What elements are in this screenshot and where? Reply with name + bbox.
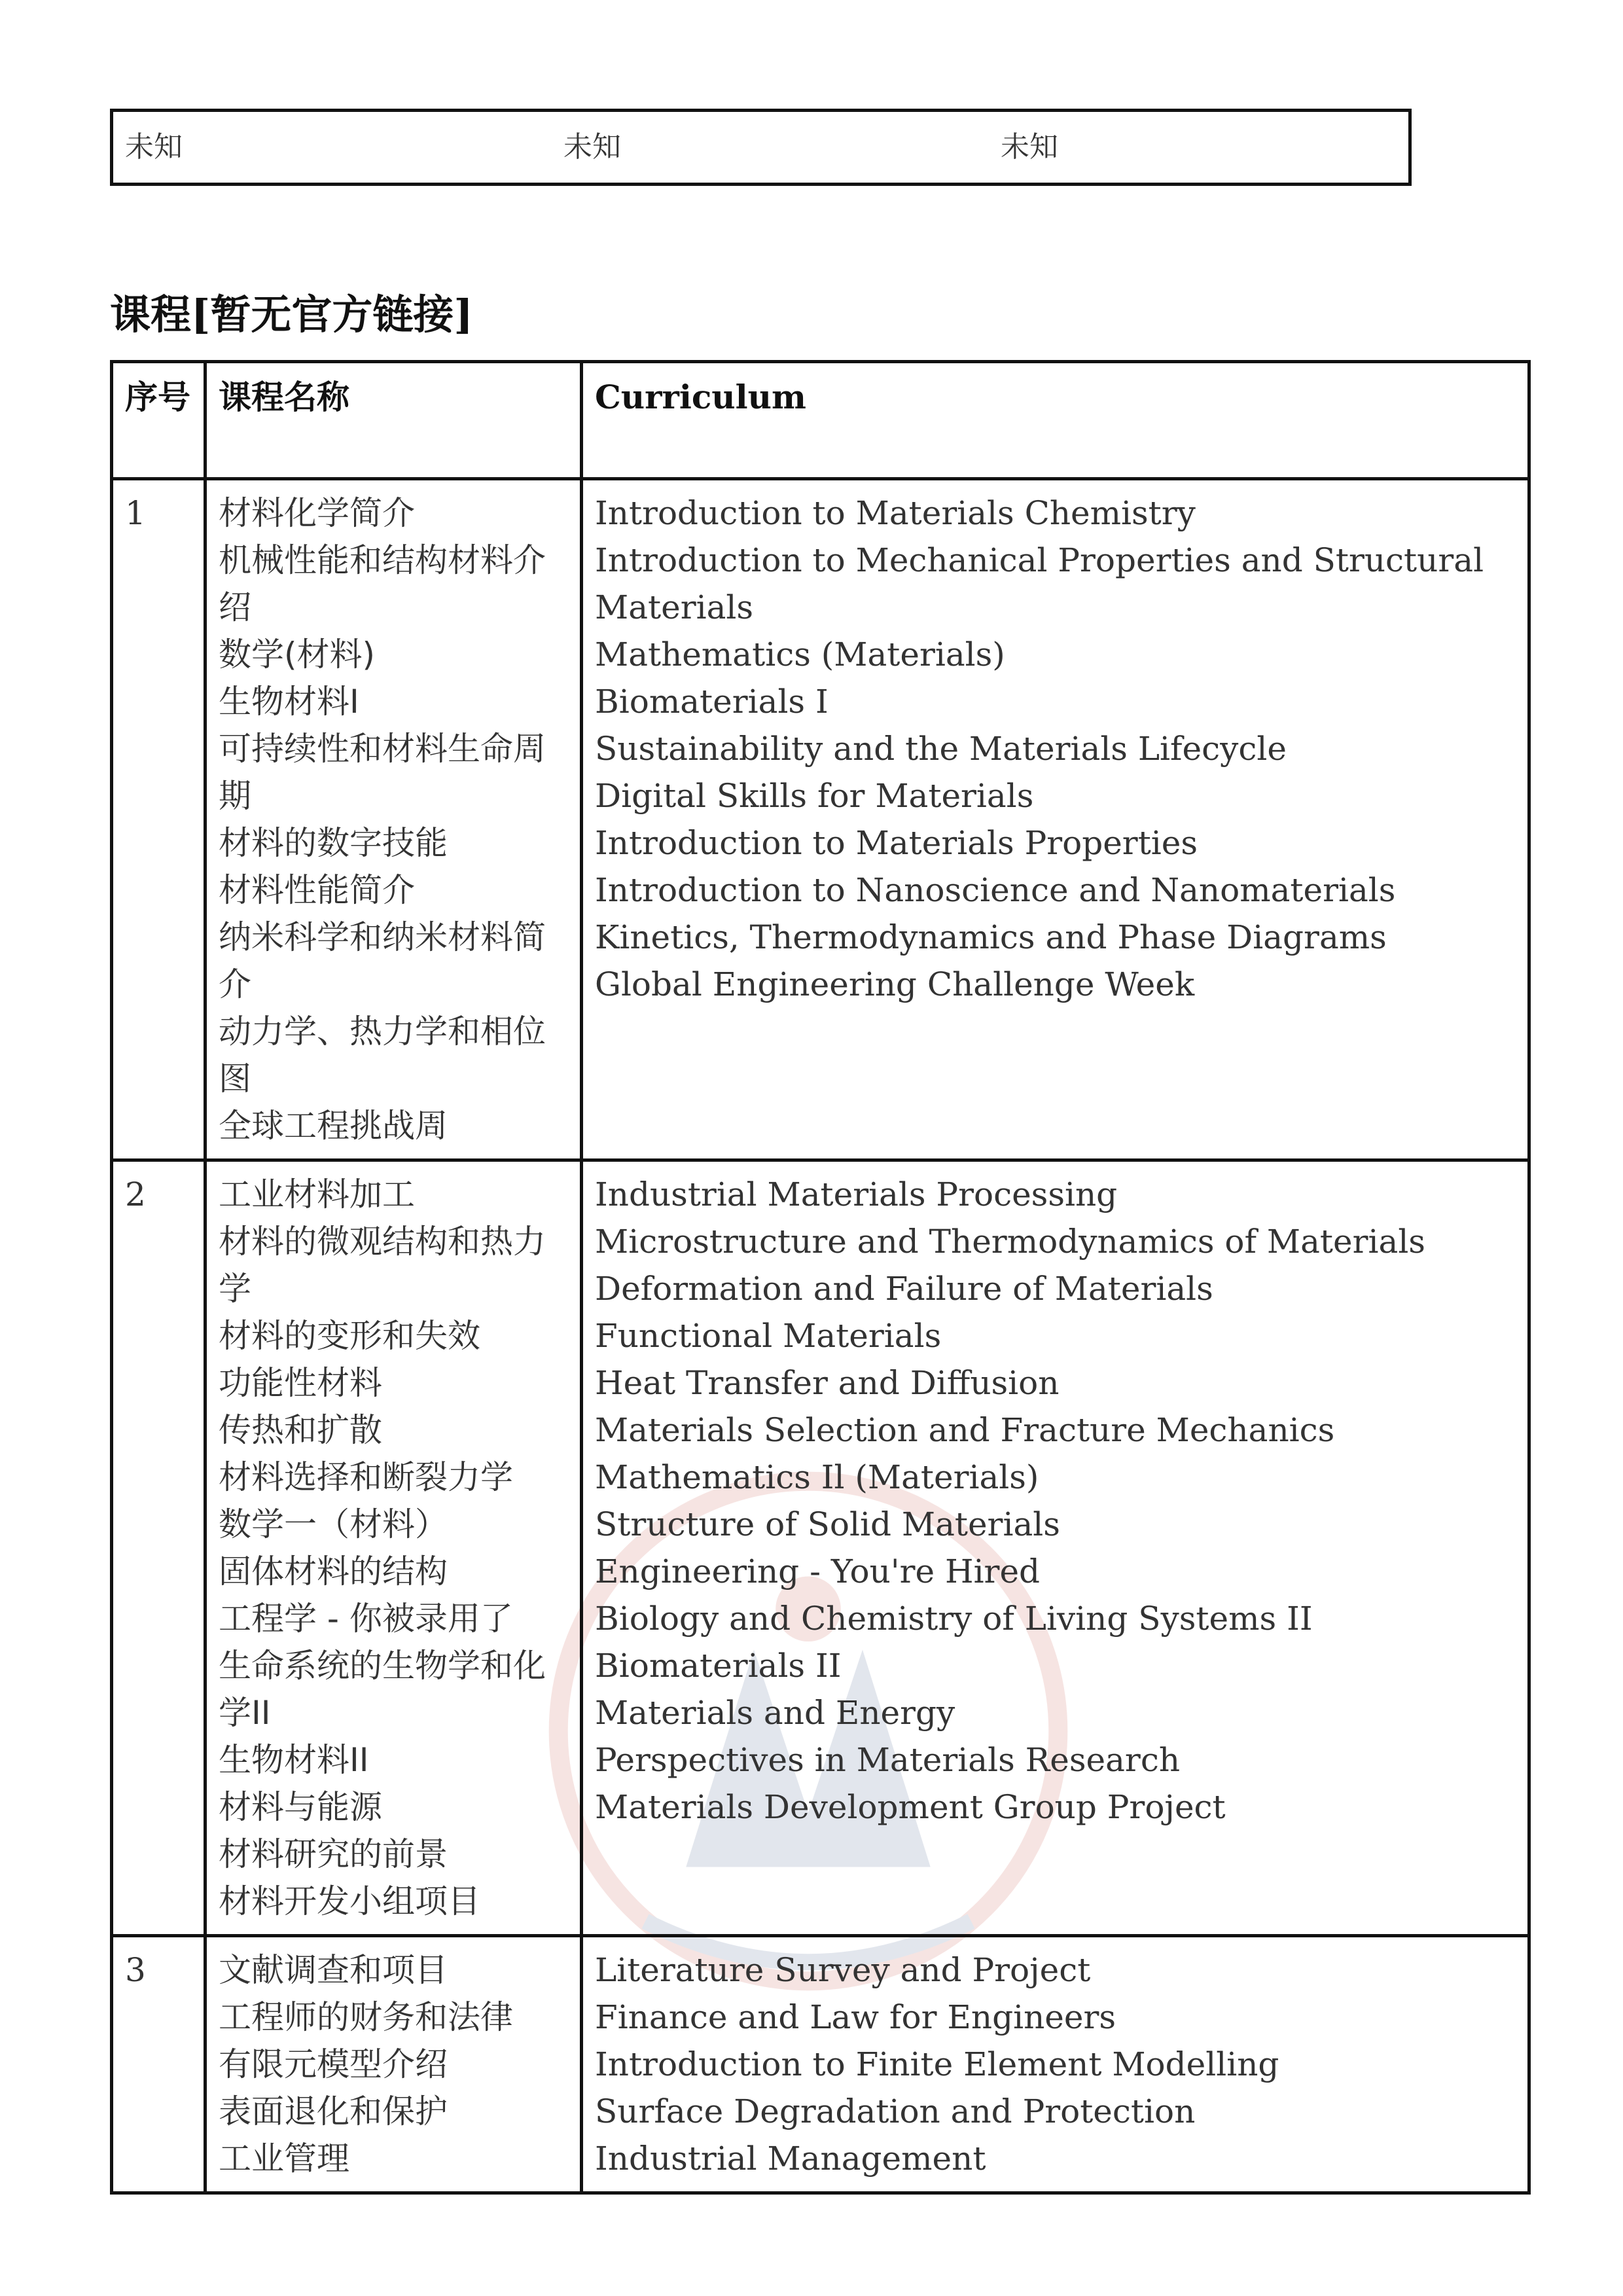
course-name-en: Biomaterials II [595, 1647, 842, 1685]
header-name-en: Curriculum [582, 362, 1529, 479]
course-name-en: Biology and Chemistry of Living Systems II [595, 1600, 1313, 1638]
course-name-zh: 文献调查和项目 [219, 1951, 448, 1989]
course-name-en: Global Engineering Challenge Week [595, 965, 1195, 1003]
course-name-en: Structure of Solid Materials [595, 1505, 1060, 1543]
course-name-zh: 机械性能和结构材料介绍 [219, 541, 546, 626]
course-name-zh: 工业管理 [219, 2140, 349, 2178]
course-name-zh: 材料化学简介 [219, 494, 415, 532]
table-row [112, 1936, 1529, 2193]
course-name-en: Materials Selection and Fracture Mechanics [595, 1411, 1335, 1449]
course-name-en: Introduction to Finite Element Modelling [595, 2045, 1279, 2083]
course-name-zh: 传热和扩散 [219, 1411, 382, 1449]
course-name-zh: 表面退化和保护 [219, 2092, 448, 2130]
course-name-zh: 可持续性和材料生命周期 [219, 730, 546, 815]
course-name-en: Materials and Energy [595, 1694, 955, 1732]
row-number: 2 [112, 1160, 205, 1936]
course-name-zh: 工程学 - 你被录用了 [219, 1600, 513, 1638]
course-names-en [582, 1160, 1529, 1936]
course-name-en: Industrial Materials Processing [595, 1175, 1118, 1213]
course-name-zh: 纳米科学和纳米材料简介 [219, 918, 546, 1003]
course-name-zh: 材料的数字技能 [219, 824, 448, 862]
table-header-row [112, 362, 1529, 479]
top-info-table [110, 109, 1412, 186]
course-name-en: Introduction to Materials Properties [595, 824, 1198, 862]
course-names-zh [205, 1160, 582, 1936]
top-cell-1: 未知 [125, 130, 183, 164]
course-name-zh: 生命系统的生物学和化学II [219, 1647, 546, 1732]
course-name-zh: 材料的微观结构和热力学 [219, 1223, 546, 1308]
course-name-zh: 固体材料的结构 [219, 1552, 448, 1590]
course-name-en: Mathematics Il (Materials) [595, 1458, 1039, 1496]
course-name-en: Deformation and Failure of Materials [595, 1270, 1213, 1308]
course-name-en: Functional Materials [595, 1317, 942, 1355]
course-name-zh: 材料研究的前景 [219, 1835, 448, 1873]
header-no: 序号 [112, 362, 205, 479]
course-name-en: Introduction to Mechanical Properties and Structural Materials [595, 541, 1484, 626]
section-heading: 课程[暂无官方链接] [110, 291, 473, 338]
row-number: 3 [112, 1936, 205, 2193]
course-names-en [582, 1936, 1529, 2193]
course-table [110, 360, 1531, 2195]
course-names-zh [205, 479, 582, 1160]
course-names-zh [205, 1936, 582, 2193]
course-name-en: Finance and Law for Engineers [595, 1998, 1116, 2036]
course-name-zh: 材料选择和断裂力学 [219, 1458, 513, 1496]
course-name-zh: 功能性材料 [219, 1364, 382, 1402]
course-name-zh: 动力学、热力学和相位图 [219, 1013, 546, 1098]
course-name-en: Sustainability and the Materials Lifecycle [595, 730, 1287, 768]
course-name-zh: 材料开发小组项目 [219, 1882, 480, 1920]
course-name-en: Microstructure and Thermodynamics of Materials [595, 1223, 1425, 1261]
course-name-zh: 材料的变形和失效 [219, 1317, 480, 1355]
course-name-en: Introduction to Nanoscience and Nanomaterials [595, 871, 1396, 909]
course-name-en: Surface Degradation and Protection [595, 2092, 1196, 2130]
course-name-zh: 工程师的财务和法律 [219, 1998, 513, 2036]
course-name-zh: 材料与能源 [219, 1788, 382, 1826]
course-name-zh: 生物材料II [219, 1741, 369, 1779]
top-cell-3: 未知 [1001, 130, 1058, 164]
course-name-en: Kinetics, Thermodynamics and Phase Diagrams [595, 918, 1387, 956]
course-name-zh: 有限元模型介绍 [219, 2045, 448, 2083]
course-name-zh: 全球工程挑战周 [219, 1107, 448, 1145]
course-name-en: Digital Skills for Materials [595, 777, 1034, 815]
course-name-en: Engineering - You're Hired [595, 1552, 1041, 1590]
table-row [112, 479, 1529, 1160]
course-name-en: Industrial Management [595, 2140, 986, 2178]
course-names-en [582, 479, 1529, 1160]
course-name-zh: 材料性能简介 [219, 871, 415, 909]
top-cell-2: 未知 [563, 130, 621, 164]
header-name-zh: 课程名称 [205, 362, 582, 479]
course-name-zh: 工业材料加工 [219, 1175, 415, 1213]
course-name-en: Introduction to Materials Chemistry [595, 494, 1196, 532]
course-name-zh: 数学(材料) [219, 636, 376, 673]
course-name-zh: 数学一（材料） [219, 1505, 448, 1543]
course-name-en: Perspectives in Materials Research [595, 1741, 1181, 1779]
row-number: 1 [112, 479, 205, 1160]
course-name-en: Mathematics (Materials) [595, 636, 1005, 673]
course-name-en: Biomaterials I [595, 683, 829, 721]
course-name-en: Literature Survey and Project [595, 1951, 1091, 1989]
course-name-en: Heat Transfer and Diffusion [595, 1364, 1060, 1402]
table-row [112, 1160, 1529, 1936]
course-name-en: Materials Development Group Project [595, 1788, 1226, 1826]
course-name-zh: 生物材料I [219, 683, 359, 721]
